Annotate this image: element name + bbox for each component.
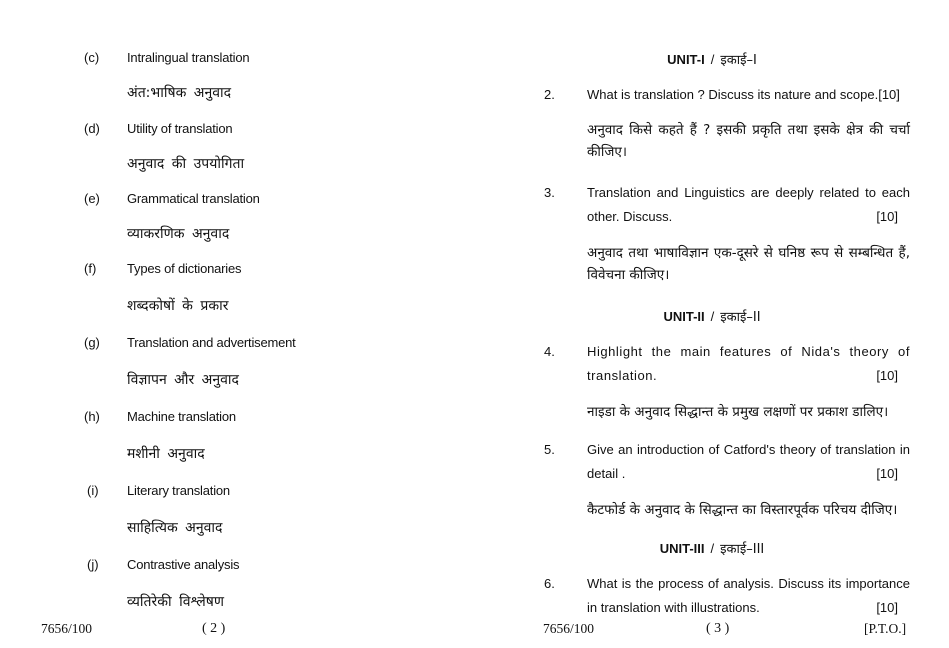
unit-heading-2	[475, 307, 949, 325]
question-number: 3.	[544, 185, 555, 200]
sub-question-hindi: साहित्यिक अनुवाद	[127, 520, 223, 536]
sub-question-hindi: अंत:भाषिक अनुवाद	[127, 85, 232, 101]
unit-separator: /	[710, 309, 715, 324]
unit-heading-1	[475, 50, 949, 68]
sub-question-hindi: व्याकरणिक अनुवाद	[127, 226, 230, 242]
question-hindi: अनुवाद तथा भाषाविज्ञान एक-दूसरे से घनिष्ठ रूप से सम्बन्धित हैं, विवेचना कीजिए।	[587, 245, 910, 283]
question-english	[587, 181, 910, 229]
question-marks: [10]	[876, 368, 898, 383]
question-number: 2.	[544, 87, 555, 102]
sub-question-label: (g)	[84, 335, 100, 350]
question-english	[587, 438, 910, 486]
question-text: Give an introduction of Catford's theory of translation in detail .	[587, 442, 910, 481]
unit-title-english: UNIT-III	[659, 541, 705, 556]
sub-question-label: (h)	[84, 409, 100, 424]
sub-question-hindi: मशीनी अनुवाद	[127, 446, 205, 462]
sub-question-label: (c)	[84, 50, 100, 65]
question-english	[587, 83, 917, 107]
question-text: Translation and Linguistics are deeply related to each other. Discuss.	[587, 185, 910, 224]
question-number: 4.	[544, 344, 555, 359]
sub-question-hindi: अनुवाद की उपयोगिता	[127, 156, 245, 172]
question-marks: [10]	[878, 87, 900, 102]
unit-heading-3	[475, 539, 949, 557]
question-marks: [10]	[876, 600, 898, 615]
question-marks: [10]	[876, 209, 898, 224]
pto-marker: [P.T.O.]	[864, 621, 907, 636]
unit-title-english: UNIT-I	[667, 52, 705, 67]
exam-page-3	[475, 0, 949, 648]
page-number: ( 3 )	[706, 621, 730, 636]
unit-separator: /	[710, 52, 715, 67]
unit-title-hindi: इकाई–I	[720, 53, 757, 68]
paper-code: 7656/100	[41, 621, 93, 636]
question-english	[587, 572, 910, 620]
question-marks: [10]	[876, 466, 898, 481]
page-number: ( 2 )	[202, 621, 226, 636]
sub-question-english: Utility of translation	[127, 121, 233, 136]
question-number: 6.	[544, 576, 555, 591]
unit-title-hindi: इकाई–II	[720, 310, 761, 325]
sub-question-hindi: शब्दकोषों के प्रकार	[127, 298, 229, 314]
sub-question-hindi: विज्ञापन और अनुवाद	[127, 372, 239, 388]
sub-question-english: Types of dictionaries	[127, 261, 242, 276]
unit-title-hindi: इकाई–III	[720, 542, 765, 557]
sub-question-english: Translation and advertisement	[127, 335, 296, 350]
sub-question-english: Intralingual translation	[127, 50, 250, 65]
sub-question-english: Contrastive analysis	[127, 557, 240, 572]
question-text: What is the process of analysis. Discuss its importance in translation with illustrations.	[587, 576, 910, 615]
question-text: Highlight the main features of Nida's theory of translation.	[587, 344, 910, 383]
question-hindi: अनुवाद किसे कहते हैं ? इसकी प्रकृति तथा इसके क्षेत्र की चर्चा कीजिए।	[587, 122, 910, 160]
sub-question-label: (f)	[84, 261, 97, 276]
unit-title-english: UNIT-II	[663, 309, 705, 324]
sub-question-english: Literary translation	[127, 483, 230, 498]
sub-question-label: (i)	[87, 483, 99, 498]
sub-question-hindi: व्यतिरेकी विश्लेषण	[127, 594, 224, 610]
question-number: 5.	[544, 442, 555, 457]
sub-question-label: (e)	[84, 191, 100, 206]
question-text: What is translation ? Discuss its nature and scope.	[587, 87, 879, 102]
sub-question-english: Grammatical translation	[127, 191, 260, 206]
exam-page-2	[0, 0, 470, 648]
sub-question-english: Machine translation	[127, 409, 236, 424]
paper-code: 7656/100	[543, 621, 595, 636]
question-hindi: नाइडा के अनुवाद सिद्धान्त के प्रमुख लक्षणों पर प्रकाश डालिए।	[587, 404, 889, 420]
unit-separator: /	[710, 541, 715, 556]
question-hindi: कैटफोर्ड के अनुवाद के सिद्धान्त का विस्तारपूर्वक परिचय दीजिए।	[587, 502, 898, 518]
sub-question-label: (d)	[84, 121, 100, 136]
question-english	[587, 340, 910, 388]
sub-question-label: (j)	[87, 557, 99, 572]
